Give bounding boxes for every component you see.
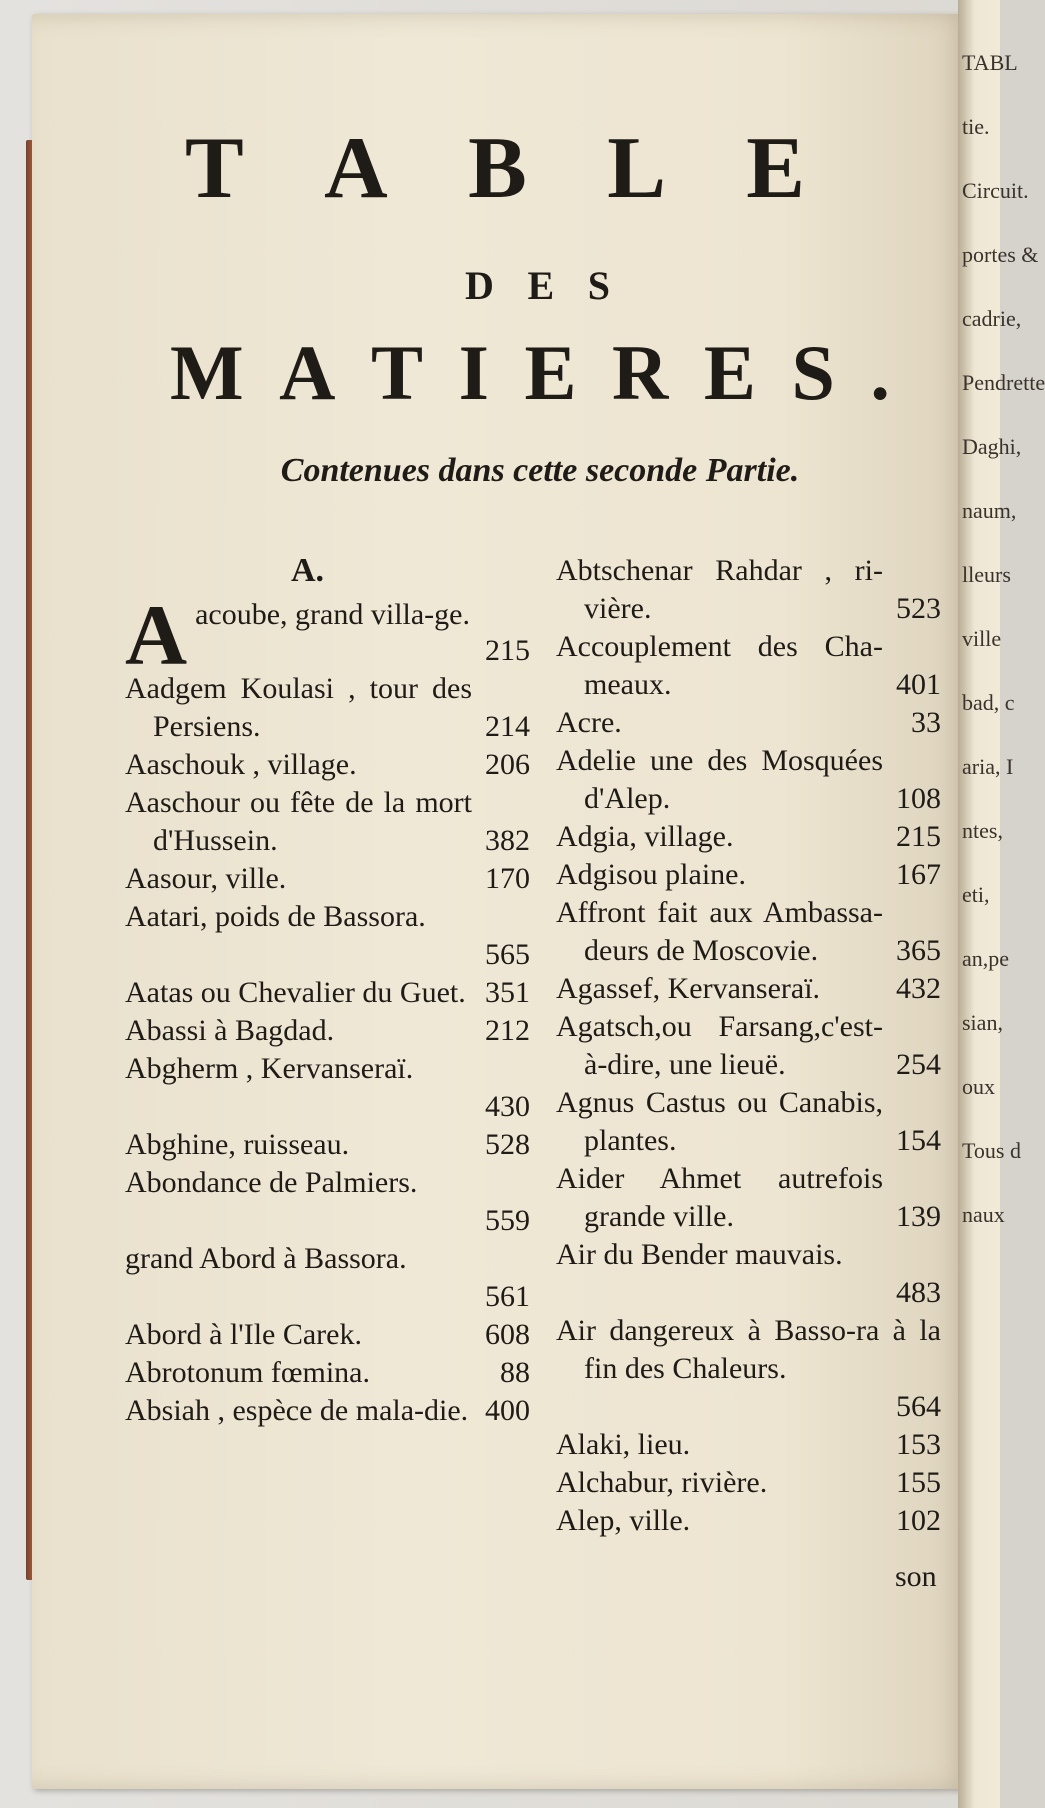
index-entry — [556, 628, 941, 704]
index-entry — [125, 1050, 530, 1126]
index-entry — [556, 818, 941, 856]
entry-text: Alaki, lieu. — [556, 1428, 691, 1461]
entry-page-number: 382 — [485, 824, 530, 857]
entry-page-number: 33 — [911, 706, 941, 739]
entry-page-number: 153 — [896, 1428, 941, 1461]
index-entry — [556, 742, 941, 818]
index-entry — [125, 860, 530, 898]
adjacent-page-fragment: bad, c — [962, 690, 1015, 715]
entry-text: Aaschour ou fête de la mort d'Hussein. — [125, 786, 472, 857]
title-letter: I — [458, 329, 489, 416]
entry-page-number: 432 — [896, 972, 941, 1005]
entry-page-number: 401 — [896, 668, 941, 701]
entry-page-number: 561 — [485, 1280, 530, 1313]
entry-text: Abord à l'Ile Carek. — [125, 1318, 362, 1351]
title-letter: E — [703, 329, 756, 416]
adjacent-page-fragment: an,pe — [962, 946, 1010, 971]
entry-text: Aatari, poids de Bassora. — [125, 900, 426, 933]
entry-page-number: 483 — [896, 1276, 941, 1309]
title-table — [185, 118, 805, 219]
entry-page-number: 167 — [896, 858, 941, 891]
entry-text: Abtschenar Rahdar , ri-vière. — [556, 554, 883, 625]
title-letter: T — [371, 329, 424, 416]
title-letter: E — [527, 263, 555, 308]
entry-page-number: 400 — [485, 1394, 530, 1427]
adjacent-page-fragment: lleurs — [962, 562, 1011, 587]
title-des — [465, 262, 610, 309]
title-letter: R — [612, 329, 669, 416]
index-entry — [556, 1426, 941, 1464]
entry-page-number: 139 — [896, 1200, 941, 1233]
index-entry — [125, 1354, 530, 1392]
adjacent-page-fragment: oux — [962, 1074, 995, 1099]
entry-text: Aatas ou Chevalier du Guet. — [125, 976, 466, 1009]
entry-page-number: 351 — [485, 976, 530, 1009]
adjacent-page-fragment: Daghi, — [962, 434, 1022, 459]
entry-text: Alep, ville. — [556, 1504, 691, 1537]
index-entry — [125, 1126, 530, 1164]
adjacent-page-fragment: Tous d — [962, 1138, 1021, 1163]
index-entry — [125, 974, 530, 1012]
adjacent-page-fragment: sian, — [962, 1010, 1003, 1035]
index-entry — [125, 1392, 530, 1430]
entry-text: Abghine, ruisseau. — [125, 1128, 350, 1161]
entry-page-number: 206 — [485, 748, 530, 781]
title-letter: S — [791, 329, 835, 416]
index-entry — [556, 1084, 941, 1160]
entry-text: Agassef, Kervanseraï. — [556, 972, 821, 1005]
entry-text: Air dangereux à Basso-ra à la fin des Chaleurs. — [556, 1314, 941, 1385]
adjacent-page-fragment: cadrie, — [962, 306, 1022, 331]
entry-page-number: 155 — [896, 1466, 941, 1499]
entry-page-number: 430 — [485, 1090, 530, 1123]
entry-page-number: 523 — [896, 592, 941, 625]
entry-page-number: 215 — [485, 634, 530, 667]
title-matieres — [170, 328, 890, 418]
index-entry — [125, 670, 530, 746]
entry-text: Aasour, ville. — [125, 862, 287, 895]
drop-cap: A — [125, 587, 188, 683]
index-entry — [556, 970, 941, 1008]
entry-text: Accouplement des Cha-meaux. — [556, 630, 883, 701]
index-entry — [556, 1502, 941, 1540]
index-entry — [556, 1236, 941, 1312]
entry-text: Aider Ahmet autrefois grande ville. — [556, 1162, 883, 1233]
entry-page-number: 108 — [896, 782, 941, 815]
index-entry — [556, 1312, 941, 1426]
title-letter: D — [465, 263, 494, 308]
adjacent-page-fragment: ville — [962, 626, 1002, 651]
title-letter: E — [524, 329, 577, 416]
index-column-right — [556, 552, 941, 1540]
entry-page-number: 102 — [896, 1504, 941, 1537]
adjacent-page-fragment: Pendrette — [962, 370, 1045, 395]
entry-text: Aaschouk , village. — [125, 748, 357, 781]
title-letter: E — [746, 120, 805, 217]
entry-page-number: 365 — [896, 934, 941, 967]
entry-page-number: 608 — [485, 1318, 530, 1351]
adjacent-page-fragment: Circuit. — [962, 178, 1029, 203]
entry-page-number: 215 — [896, 820, 941, 853]
entry-text: Agnus Castus ou Canabis, plantes. — [556, 1086, 883, 1157]
index-entry — [125, 1316, 530, 1354]
entry-page-number: 88 — [500, 1356, 530, 1389]
title-letter: M — [170, 329, 244, 416]
entry-page-number: 212 — [485, 1014, 530, 1047]
entry-page-number: 559 — [485, 1204, 530, 1237]
adjacent-page-fragment: ntes, — [962, 818, 1003, 843]
adjacent-page-fragment: eti, — [962, 882, 990, 907]
adjacent-page — [958, 0, 1045, 1808]
entry-text: Abondance de Palmiers. — [125, 1166, 418, 1199]
title-letter: A — [324, 120, 388, 217]
index-entry — [556, 894, 941, 970]
title-letter: A — [279, 329, 336, 416]
entry-page-number: 528 — [485, 1128, 530, 1161]
title-letter: T — [185, 120, 244, 217]
index-column-left — [125, 552, 530, 1430]
title-letter: B — [468, 120, 527, 217]
entry-text: grand Abord à Bassora. — [125, 1242, 407, 1275]
adjacent-page-fragment: tie. — [962, 114, 990, 139]
index-entry — [556, 1008, 941, 1084]
index-entry — [125, 1164, 530, 1240]
entry-page-number: 154 — [896, 1124, 941, 1157]
entry-page-number: 564 — [896, 1390, 941, 1423]
subtitle: Contenues dans cette seconde Partie. — [280, 452, 800, 489]
section-letter: A. — [290, 552, 325, 589]
entry-text: Adelie une des Mosquées d'Alep. — [556, 744, 883, 815]
entry-text: Adgisou plaine. — [556, 858, 746, 891]
adjacent-page-fragment: TABL — [962, 50, 1018, 75]
entry-text: Aadgem Koulasi , tour des Persiens. — [125, 672, 472, 743]
index-entry — [556, 704, 941, 742]
index-entry — [125, 784, 530, 860]
entry-page-number: 565 — [485, 938, 530, 971]
index-entry — [556, 552, 941, 628]
entry-page-number: 254 — [896, 1048, 941, 1081]
index-entry — [125, 746, 530, 784]
entry-text: Abgherm , Kervanseraï. — [125, 1052, 414, 1085]
entry-text: Abrotonum fœmina. — [125, 1356, 370, 1389]
adjacent-page-fragment: naux — [962, 1202, 1005, 1227]
entry-text: Alchabur, rivière. — [556, 1466, 768, 1499]
entry-text: Adgia, village. — [556, 820, 734, 853]
entry-page-number: 214 — [485, 710, 530, 743]
index-entry — [125, 898, 530, 974]
catchword: son — [895, 1560, 937, 1593]
entry-text: Air du Bender mauvais. — [556, 1238, 843, 1271]
entry-text: Absiah , espèce de mala-die. — [125, 1394, 469, 1427]
entry-page-number: 170 — [485, 862, 530, 895]
title-letter: L — [607, 120, 666, 217]
index-entry — [125, 1012, 530, 1050]
adjacent-page-fragment: aria, I — [962, 754, 1014, 779]
entry-text: Agatsch,ou Farsang,c'est-à-dire, une lieuë. — [556, 1010, 883, 1081]
entry-text: Abassi à Bagdad. — [125, 1014, 335, 1047]
index-entry — [125, 1240, 530, 1316]
adjacent-page-fragment: portes & — [962, 242, 1039, 267]
index-entry — [125, 587, 530, 683]
index-entry — [556, 856, 941, 894]
index-entry — [556, 1464, 941, 1502]
entry-text: Affront fait aux Ambassa-deurs de Moscovie. — [556, 896, 883, 967]
title-letter: . — [870, 329, 890, 416]
title-letter: S — [587, 263, 610, 308]
entry-text: Acre. — [556, 706, 622, 739]
index-entry — [556, 1160, 941, 1236]
entry-text: acoube, grand villa-ge. — [195, 598, 470, 631]
adjacent-page-fragment: naum, — [962, 498, 1017, 523]
